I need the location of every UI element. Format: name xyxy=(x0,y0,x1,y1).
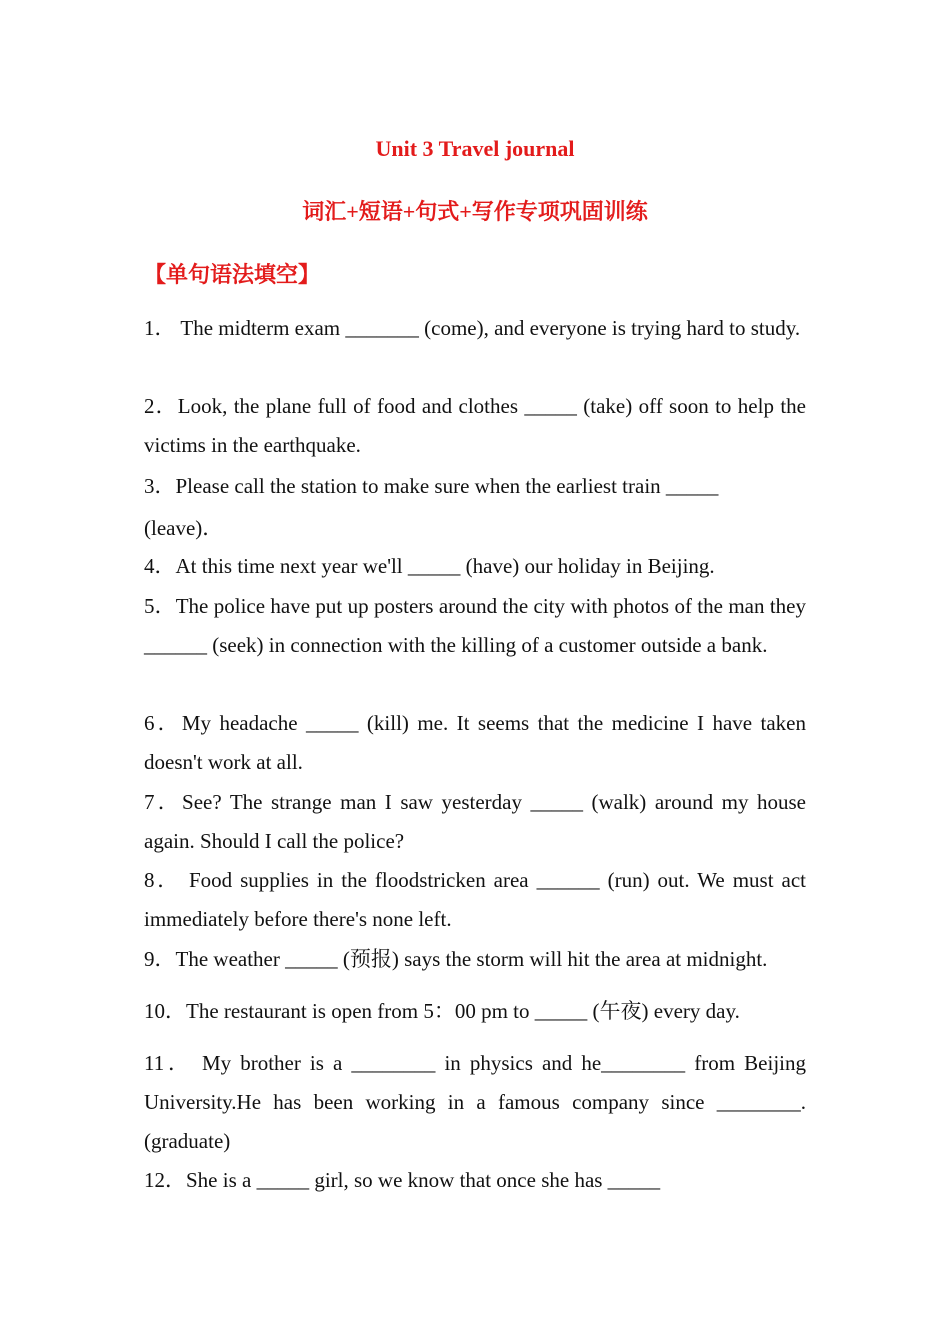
question-3-line-2: (leave)． xyxy=(144,516,224,540)
question-1: 1． The midterm exam _______ (come), and everyone is trying hard to study. xyxy=(144,316,801,340)
question-10: 10．The restaurant is open from 5：00 pm to _____ (午夜) every day. xyxy=(144,999,740,1023)
question-5: 5．The police have put up posters around the city with photos of the man they ______ (seek) in connection with the killing of a customer outside a bank. xyxy=(144,594,806,657)
question-3-line-1: 3．Please call the station to make sure when the earliest train _____ xyxy=(144,474,719,498)
question-7: 7．See? The strange man I saw yesterday _____ (walk) around my house again. Should I call the police? xyxy=(144,790,806,853)
page-subtitle: 词汇+短语+句式+写作专项巩固训练 xyxy=(302,199,648,224)
section-heading: 【单句语法填空】 xyxy=(144,262,321,287)
question-4: 4．At this time next year we'll _____ (have) our holiday in Beijing. xyxy=(144,554,715,578)
question-12: 12．She is a _____ girl, so we know that once she has _____ xyxy=(144,1168,661,1192)
question-2: 2．Look, the plane full of food and clothes _____ (take) off soon to help the victims in the earthquake. xyxy=(144,394,806,457)
question-8: 8． Food supplies in the floodstricken area ______ (run) out. We must act immediately before there's none left. xyxy=(144,868,806,931)
question-9: 9．The weather _____ (预报) says the storm will hit the area at midnight. xyxy=(144,947,768,971)
question-11: 11． My brother is a ________ in physics and he________ from Beijing University.He has been working in a famous company since ________. (graduate) xyxy=(144,1051,806,1153)
question-3 xyxy=(144,465,806,549)
page-title: Unit 3 Travel journal xyxy=(375,136,575,161)
question-6: 6．My headache _____ (kill) me. It seems that the medicine I have taken doesn't work at all. xyxy=(144,711,806,774)
